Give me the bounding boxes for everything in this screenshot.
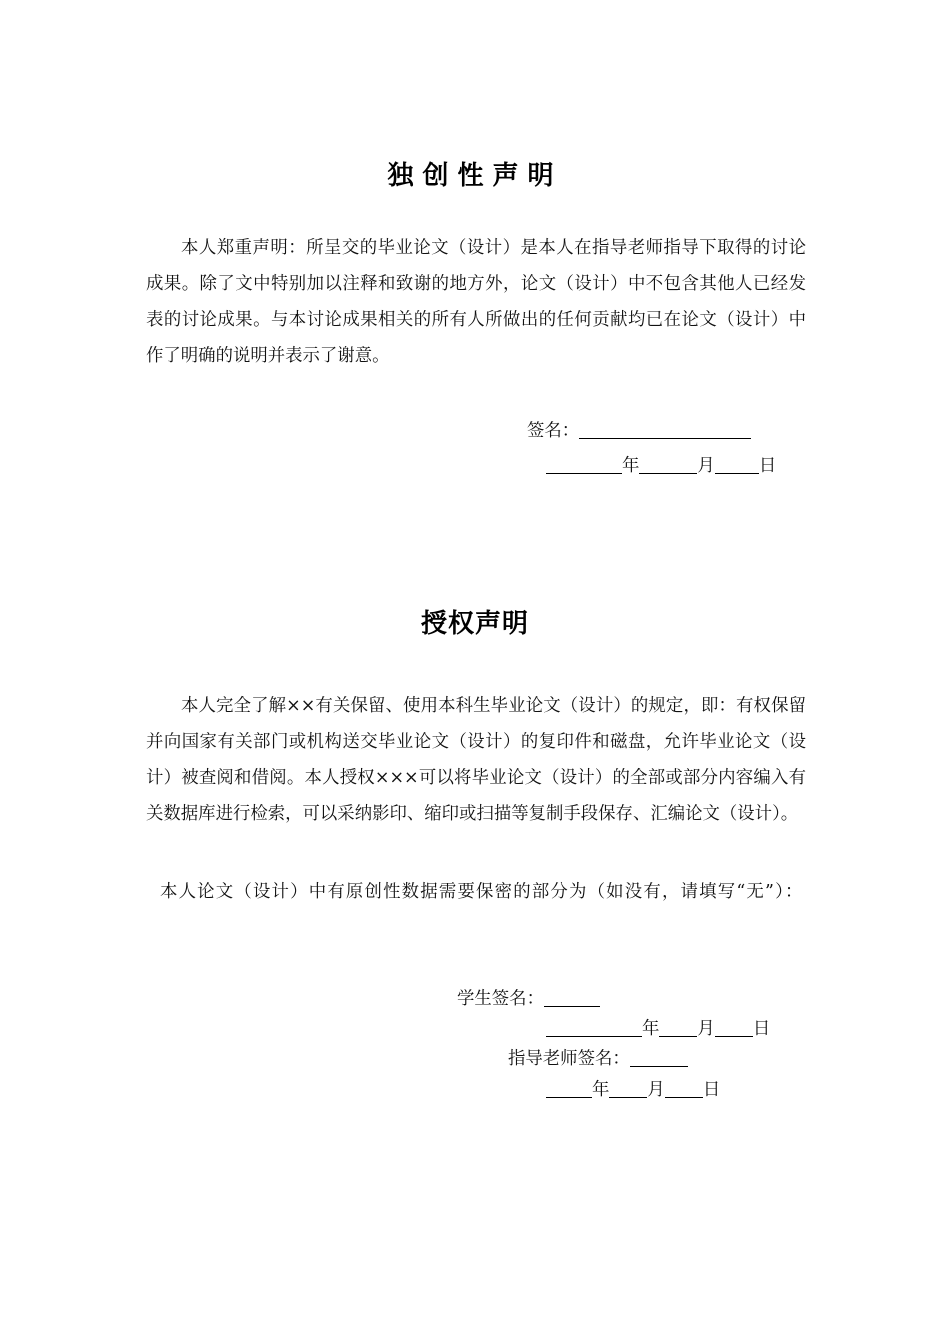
- day-blank: [715, 455, 759, 474]
- month-blank: [609, 1079, 647, 1098]
- month-blank: [659, 1018, 697, 1037]
- month-label: 月: [697, 456, 715, 476]
- day-label: 日: [702, 1080, 721, 1100]
- originality-date-line: [546, 454, 776, 478]
- advisor-date-line: [546, 1078, 720, 1102]
- year-blank: [546, 455, 622, 474]
- month-blank: [639, 455, 697, 474]
- advisor-signature-line: [508, 1047, 688, 1071]
- advisor-signature-label: 指导老师签名：: [508, 1049, 630, 1069]
- day-blank: [715, 1018, 753, 1037]
- originality-signature-line: [527, 419, 751, 443]
- year-blank: [546, 1079, 592, 1098]
- day-label: 日: [758, 456, 777, 476]
- signature-label: 签名：: [527, 421, 580, 441]
- student-signature-label: 学生签名：: [457, 989, 544, 1009]
- signature-blank: [579, 420, 751, 439]
- originality-title: 独创性声明: [387, 161, 563, 191]
- student-signature-line: [457, 987, 600, 1011]
- day-blank: [665, 1079, 703, 1098]
- day-label: 日: [752, 1019, 771, 1039]
- advisor-signature-blank: [630, 1048, 688, 1067]
- student-signature-blank: [544, 988, 600, 1007]
- month-label: 月: [647, 1080, 665, 1100]
- month-label: 月: [697, 1019, 715, 1039]
- authorization-title: 授权声明: [420, 609, 529, 639]
- student-date-line: [546, 1017, 770, 1041]
- year-blank: [546, 1018, 642, 1037]
- year-label: 年: [622, 456, 640, 476]
- year-label: 年: [592, 1080, 610, 1100]
- authorization-body: 本人完全了解××有关保留、使用本科生毕业论文（设计）的规定，即：有权保留并向国家有关部门或机构送交毕业论文（设计）的复印件和磁盘，允许毕业论文（设计）被查阅和借阅。本人授权×××可以将毕业论文（设计）的全部或部分内容编入有关数据库进行检索，可以采纳影印、缩印或扫描等复制手段保存、汇编论文（设计）。: [146, 696, 806, 824]
- year-label: 年: [642, 1019, 660, 1039]
- originality-body: 本人郑重声明：所呈交的毕业论文（设计）是本人在指导老师指导下取得的讨论成果。除了文中特别加以注释和致谢的地方外，论文（设计）中不包含其他人已经发表的讨论成果。与本讨论成果相关的所有人所做出的任何贡献均已在论文（设计）中作了明确的说明并表示了谢意。: [146, 238, 806, 366]
- confidential-note: 本人论文（设计）中有原创性数据需要保密的部分为（如没有，请填写“无”）：: [160, 882, 804, 902]
